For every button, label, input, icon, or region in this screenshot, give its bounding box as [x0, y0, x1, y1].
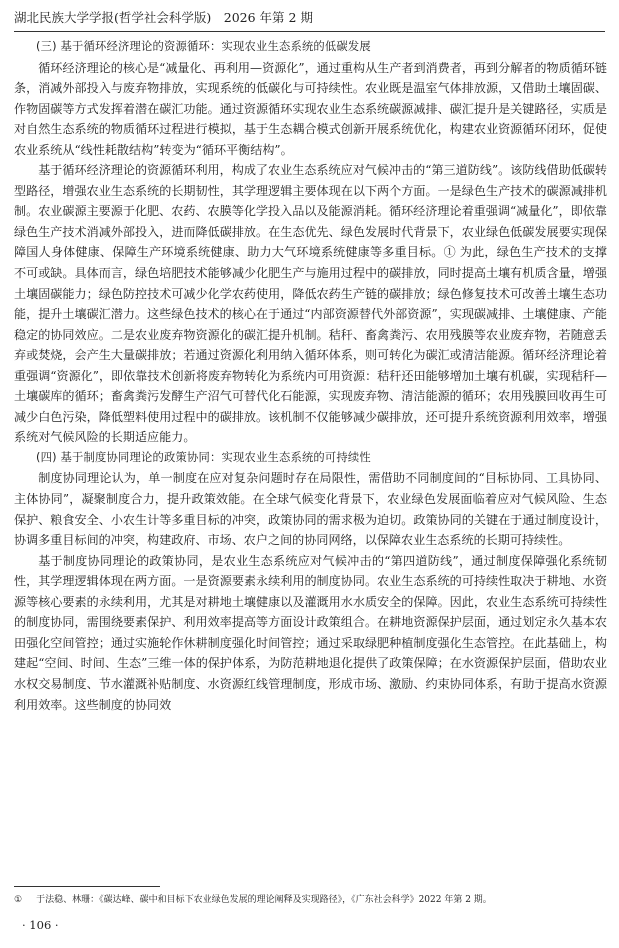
paragraph-fourth-defense-line: 基于制度协同理论的政策协同，是农业生态系统应对气候冲击的“第四道防线”，通过制度保障强化系统韧性，其学理逻辑体现在两方面。一是资源要素永续利用的制度协同。农业生态系统的可持续性取决于耕地、水资源等核心要素的永续利用，尤其是对耕地土壤健康以及灌溉用水水质安全的保障。因此，农业生态系统可持续性的制度协同，需围绕要素保护、利用效率提高等方面设计政策组合。在耕地资源保护层面，通过划定永久基本农田强化空间管控；通过实施轮作休耕制度强化时间管控；通过采取绿肥种植制度强化生态管控。在此基础上，构建起“空间、时间、生态”三维一体的保护体系，为防范耕地退化提供了政策保障；在水资源保护层面，借助农业水权交易制度、节水灌溉补贴制度、水资源红线管理制度，形成市场、激励、约束协同体系，有助于提高水资源利用效率。这些制度的协同效 [14, 553, 607, 712]
paragraph-third-defense-line: 基于循环经济理论的资源循环利用，构成了农业生态系统应对气候冲击的“第三道防线”。该防线借助低碳转型路径，增强农业生态系统的长期韧性，其学理逻辑主要体现在以下两个方面。一是绿色生产技术的碳源减排机制。农业碳源主要源于化肥、农药、农膜等化学投入品以及能源消耗。循环经济理论着重强调“减量化”，即依靠绿色生产技术消减外部投入，进而降低碳排放。在生态优先、绿色发展时代背景下，农业绿色低碳发展要实现保障国人身体健康、保障生产环境系统健康、助力大气环境系统健康等多重目标。① 为此，绿色生产技术的支撑不可或缺。具体而言，绿色培肥技术能够减少化肥生产与施用过程中的碳排放，同时提高土壤有机质含量，增强土壤固碳能力；绿色防控技术可减少化学农药使用，降低农药生产链的碳排放；绿色修复技术可改善土壤生态功能，提升土壤碳汇潜力。这些绿色技术的核心在于通过“内部资源替代外部资源”，实现碳减排、土壤健康、产能稳定的协同效应。二是农业废弃物资源化的碳汇提升机制。秸秆、畜禽粪污、农用残膜等农业废弃物，若随意丢弃或焚烧，会产生大量碳排放；若通过资源化利用纳入循环体系，则可转化为碳汇或清洁能源。循环经济理论着重强调“资源化”，即依靠技术创新将废弃物转化为系统内可用资源：秸秆还田能够增加土壤有机碳，实现秸秆—土壤碳库的循环；畜禽粪污发酵生产沼气可替代化石能源，实现废弃物、清洁能源的循环；农用残膜回收再生可减少白色污染，降低塑料使用过程中的碳排放。该机制不仅能够减少碳排放，还可提升系统资源利用效率，增强系统对气候风险的长期适应能力。 [14, 163, 607, 445]
footnote [14, 893, 607, 907]
article-body [14, 37, 607, 715]
footnote-rule [14, 886, 160, 887]
page-number: · 106 · [22, 918, 59, 932]
paragraph-circular-economy-core: 循环经济理论的核心是“减量化、再利用—资源化”，通过重构从生产者到消费者，再到分解者的物质循环链条，消减外部投入与废弃物排放，实现系统的低碳化与可持续性。农业既是温室气体排放源，又借助土壤固碳、作物固碳等方式发挥着潜在碳汇功能。通过资源循环实现农业生态系统碳源减排、碳汇提升是关键路径，实质是对自然生态系统的物质循环过程进行模拟，基于生态耦合模式创新开展系统优化，构建农业资源循环闭环，促使农业系统从“线性耗散结构”转变为“循环平衡结构”。 [14, 60, 607, 157]
paragraph-institutional-synergy: 制度协同理论认为，单一制度在应对复杂问题时存在局限性，需借助不同制度间的“目标协同、工具协同、主体协同”，凝聚制度合力，提升政策效能。在全球气候变化背景下，农业绿色发展面临着应对气候风险、生态保护、粮食安全、小农生计等多重目标的冲突，政策协同的需求极为迫切。政策协同的关键在于通过制度设计，协调多重目标间的冲突，构建政府、市场、农户之间的协同网络，以保障农业生态系统的长期可持续性。 [14, 471, 607, 548]
section-heading-3: (三) 基于循环经济理论的资源循环：实现农业生态系统的低碳发展 [36, 40, 371, 53]
footnote-text: 于法稳、林珊：《碳达峰、碳中和目标下农业绿色发展的理论阐释及实现路径》，《广东社会科学》2022 年第 2 期。 [36, 895, 492, 905]
running-header: 湖北民族大学学报(哲学社会科学版) 2026 年第 2 期 [14, 10, 313, 25]
section-heading-4: (四) 基于制度协同理论的政策协同：实现农业生态系统的可持续性 [36, 450, 371, 464]
footnote-mark: ① [14, 895, 23, 905]
header-rule [14, 31, 605, 32]
